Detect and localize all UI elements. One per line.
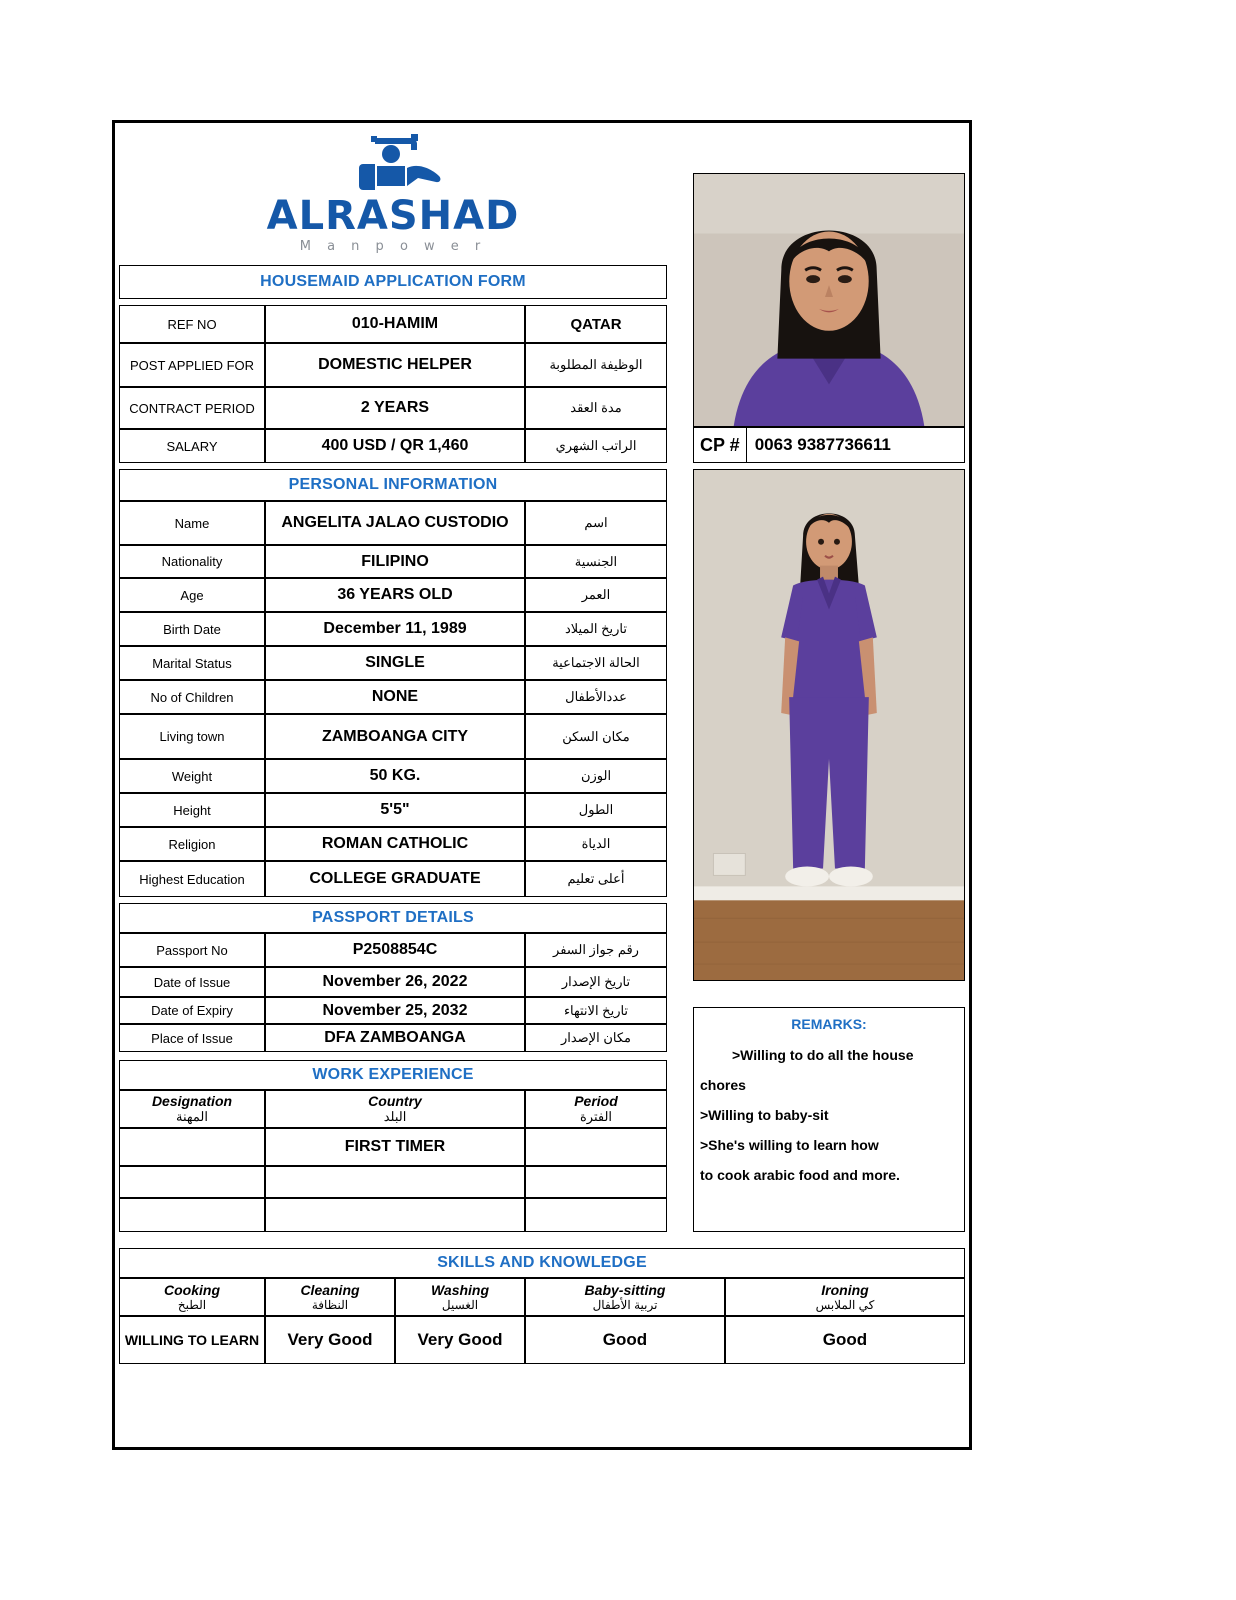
personal-value-weight: 50 KG. xyxy=(265,759,525,793)
passport-value-issue: November 26, 2022 xyxy=(265,967,525,997)
applicant-full-body-photo xyxy=(693,469,965,981)
passport-label-expiry: Date of Expiry xyxy=(119,997,265,1024)
passport-label-issue: Date of Issue xyxy=(119,967,265,997)
we-cell-period-3 xyxy=(525,1198,667,1232)
personal-arabic-education: أعلى تعليم xyxy=(525,861,667,897)
personal-label-living-town: Living town xyxy=(119,714,265,759)
we-col-country: Country البلد xyxy=(265,1090,525,1128)
post-applied-label: POST APPLIED FOR xyxy=(119,343,265,387)
passport-label-no: Passport No xyxy=(119,933,265,967)
we-cell-period-2 xyxy=(525,1166,667,1198)
skill-value-cleaning: Very Good xyxy=(265,1316,395,1364)
personal-value-age: 36 YEARS OLD xyxy=(265,578,525,612)
personal-arabic-height: الطول xyxy=(525,793,667,827)
personal-label-age: Age xyxy=(119,578,265,612)
passport-arabic-issue: تاريخ الإصدار xyxy=(525,967,667,997)
company-logo xyxy=(119,125,667,261)
we-cell-period-1 xyxy=(525,1128,667,1166)
contract-period-label: CONTRACT PERIOD xyxy=(119,387,265,429)
cp-value: 0063 9387736611 xyxy=(754,435,891,454)
personal-arabic-marital-status: الحالة الاجتماعية xyxy=(525,646,667,680)
salary-label: SALARY xyxy=(119,429,265,463)
personal-label-name: Name xyxy=(119,501,265,545)
we-cell-country-1: FIRST TIMER xyxy=(265,1128,525,1166)
personal-value-children: NONE xyxy=(265,680,525,714)
passport-details-header: PASSPORT DETAILS xyxy=(119,903,667,933)
remarks-line-4: >She's willing to learn how xyxy=(700,1137,879,1153)
passport-arabic-place: مكان الإصدار xyxy=(525,1024,667,1052)
skill-col-washing: Washing الغسيل xyxy=(395,1278,525,1316)
passport-arabic-expiry: تاريخ الانتهاء xyxy=(525,997,667,1024)
passport-value-place: DFA ZAMBOANGA xyxy=(265,1024,525,1052)
personal-label-religion: Religion xyxy=(119,827,265,861)
handshake-gear-logo-icon xyxy=(333,132,453,194)
we-cell-designation-1 xyxy=(119,1128,265,1166)
personal-value-birth-date: December 11, 1989 xyxy=(265,612,525,646)
personal-arabic-children: عددالأطفال xyxy=(525,680,667,714)
ref-no-value: 010-HAMIM xyxy=(265,305,525,343)
skill-value-ironing: Good xyxy=(725,1316,965,1364)
we-col-designation: Designation المهنة xyxy=(119,1090,265,1128)
application-form-page xyxy=(112,120,972,1450)
personal-arabic-birth-date: تاريخ الميلاد xyxy=(525,612,667,646)
we-col-period: Period الفترة xyxy=(525,1090,667,1128)
personal-arabic-name: اسم xyxy=(525,501,667,545)
personal-arabic-age: العمر xyxy=(525,578,667,612)
personal-label-height: Height xyxy=(119,793,265,827)
personal-value-education: COLLEGE GRADUATE xyxy=(265,861,525,897)
cp-label: CP # xyxy=(694,428,747,462)
skill-col-babysitting: Baby-sitting تربية الأطفال xyxy=(525,1278,725,1316)
company-tagline: M a n p o w e r xyxy=(299,239,487,254)
ref-no-label: REF NO xyxy=(119,305,265,343)
remarks-line-3: >Willing to baby-sit xyxy=(700,1107,829,1123)
salary-value: 400 USD / QR 1,460 xyxy=(265,429,525,463)
remarks-line-1: >Willing to do all the house xyxy=(732,1047,914,1063)
personal-label-children: No of Children xyxy=(119,680,265,714)
personal-information-header: PERSONAL INFORMATION xyxy=(119,469,667,501)
personal-value-living-town: ZAMBOANGA CITY xyxy=(265,714,525,759)
passport-arabic-no: رقم جواز السفر xyxy=(525,933,667,967)
company-name: ALRASHAD xyxy=(266,193,520,239)
personal-value-religion: ROMAN CATHOLIC xyxy=(265,827,525,861)
contract-period-value: 2 YEARS xyxy=(265,387,525,429)
personal-value-marital-status: SINGLE xyxy=(265,646,525,680)
post-applied-arabic: الوظيفة المطلوبة xyxy=(525,343,667,387)
personal-label-weight: Weight xyxy=(119,759,265,793)
remarks-line-5: to cook arabic food and more. xyxy=(700,1167,900,1183)
form-title-bar xyxy=(119,265,667,299)
personal-label-birth-date: Birth Date xyxy=(119,612,265,646)
contract-period-arabic: مدة العقد xyxy=(525,387,667,429)
skill-value-washing: Very Good xyxy=(395,1316,525,1364)
personal-value-height: 5'5" xyxy=(265,793,525,827)
skill-value-babysitting: Good xyxy=(525,1316,725,1364)
personal-label-marital-status: Marital Status xyxy=(119,646,265,680)
personal-label-nationality: Nationality xyxy=(119,545,265,578)
we-cell-designation-3 xyxy=(119,1198,265,1232)
personal-label-education: Highest Education xyxy=(119,861,265,897)
personal-arabic-living-town: مكان السكن xyxy=(525,714,667,759)
passport-value-no: P2508854C xyxy=(265,933,525,967)
passport-value-expiry: November 25, 2032 xyxy=(265,997,525,1024)
country-value: QATAR xyxy=(525,305,667,343)
post-applied-value: DOMESTIC HELPER xyxy=(265,343,525,387)
work-experience-header: WORK EXPERIENCE xyxy=(119,1060,667,1090)
skills-header: SKILLS AND KNOWLEDGE xyxy=(119,1248,965,1278)
we-cell-designation-2 xyxy=(119,1166,265,1198)
we-cell-country-2 xyxy=(265,1166,525,1198)
passport-label-place: Place of Issue xyxy=(119,1024,265,1052)
skill-col-cleaning: Cleaning النظافة xyxy=(265,1278,395,1316)
personal-value-nationality: FILIPINO xyxy=(265,545,525,578)
personal-arabic-nationality: الجنسية xyxy=(525,545,667,578)
remarks-line-2: chores xyxy=(700,1077,746,1093)
personal-arabic-religion: الدياة xyxy=(525,827,667,861)
we-cell-country-3 xyxy=(265,1198,525,1232)
applicant-headshot xyxy=(693,173,965,427)
personal-arabic-weight: الوزن xyxy=(525,759,667,793)
remarks-title: REMARKS: xyxy=(791,1016,867,1032)
skill-value-cooking: WILLING TO LEARN xyxy=(119,1316,265,1364)
salary-arabic: الراتب الشهري xyxy=(525,429,667,463)
skill-col-cooking: Cooking الطبخ xyxy=(119,1278,265,1316)
cp-number-row xyxy=(693,427,965,463)
form-title: HOUSEMAID APPLICATION FORM xyxy=(260,273,526,290)
skill-col-ironing: Ironing كي الملابس xyxy=(725,1278,965,1316)
remarks-box xyxy=(693,1007,965,1232)
personal-value-name: ANGELITA JALAO CUSTODIO xyxy=(265,501,525,545)
